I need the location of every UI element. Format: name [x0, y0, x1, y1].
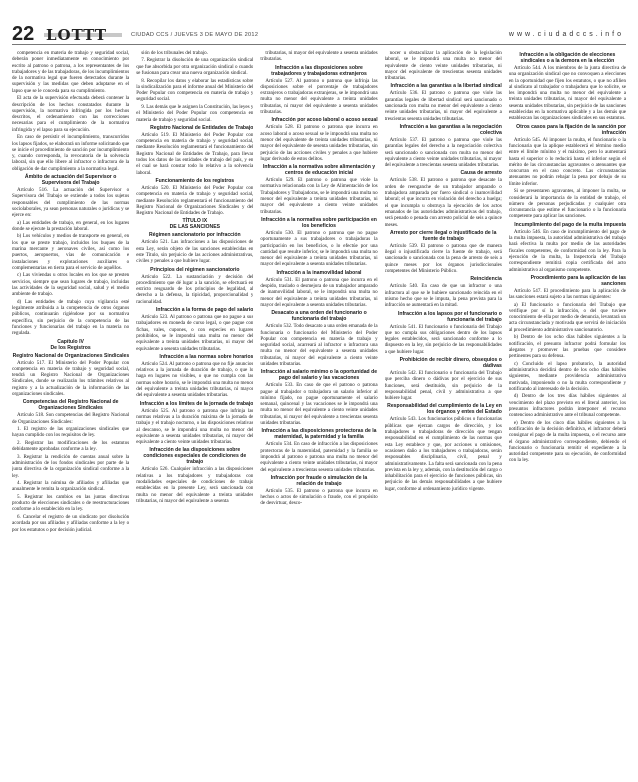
body-paragraph: Artículo 536. El patrono o patrona que viole las garantías legales de libertad sindical será sancionado o sancionada con multa no menor del equivalente a ciento veinte unidades tributarias, ni mayor del equivalente a trescientas sesenta unidades tributarias. [384, 90, 502, 122]
heading-text: Procedimiento para la aplicación de las sanciones [530, 274, 627, 287]
body-paragraph: Artículo 519. El Ministerio del Poder Popular con competencia en materia de trabajo y seguridad social, mediante Resolución reglamentará el funcionamiento del Registro Nacional de Entidades de Trabajo, para llevar todos los datos de las entidades de trabajo del país, y en el cual se hará constar todo lo relativo a la solvencia laboral. [136, 131, 254, 176]
lottt-logo: LOTTT [46, 26, 108, 44]
body-paragraph: Artículo 528. El patrono o patrona que incurra en acoso laboral o acoso sexual se le impondrá una multa no menor del equivalente de treinta unidades tributarias, ni mayor del equivalente de sesenta unidades tributarias, sin perjuicio de las acciones civiles y penales a que hubiere lugar derivado de estos delitos. [260, 124, 378, 162]
body-paragraph: d) Las entidades de trabajo cuya vigilancia esté legalmente atribuida a la competencia de otros órganos públicos, continuarán rigiéndose por su normativa específica, sin perjuicio de la competencia de las funciones y funcionarias del trabajo en la materia no regulada. [12, 298, 130, 337]
page-number: 22 [12, 23, 35, 45]
heading-text: Infracción a las garantías a la libertad sindical [390, 83, 502, 90]
heading-text: Infracción al salario mínimo o la oportunidad de pago del salario y las vacaciones [260, 369, 378, 382]
body-paragraph: Artículo 538. El patrono o patrona que desacate la orden de reenganche de un trabajador amparado o trabajadora amparada por fuero sindical o inamovilidad laboral; el que incurra en violación del derecho a huelga; el que incumpla u obstruya la ejecución de los actos emanados de las autoridades administrativas del trabajo, será penado o penada con arresto policial de seis a quince meses. [384, 177, 502, 228]
heading-text: Infracción a la forma de pago del salario [156, 307, 254, 314]
heading-text: Competencias del Registro Nacional de Organizaciones Sindicales [22, 399, 119, 412]
heading-text: Causa de arresto [460, 170, 502, 177]
website-url: www.ciudadccs.info [508, 31, 624, 38]
section-heading [509, 275, 626, 287]
body-paragraph: sión de los tribunales del trabajo. [141, 50, 208, 56]
body-paragraph: Artículo 542. El funcionario o funcionaria del Trabajo que perciba dinero o dádivas por el ejercicio de sus funciones, será destituido, sin perjuicio de la responsabilidad penal, civil y administrativa a que hubiere lugar. [384, 369, 502, 402]
body-paragraph: e) Dentro de los cinco días hábiles siguientes a la notificación de la decisión definitiva, el infractor deberá consignar el pago de la multa impuesta, o el recurso ante el órgano administrativo correspondiente, debiendo el funcionario o funcionaria remitir el expediente a la autoridad competente para su ejecución, de conformidad con la ley. [508, 419, 627, 464]
section-heading [136, 125, 253, 131]
body-paragraph: 1. El registro de las organizaciones sindicales que hayan cumplido con los requisitos de ley. [12, 426, 130, 439]
heading-text: Infracción a la normativa sobre participación en los beneficios [261, 216, 377, 229]
body-paragraph: Si se presentaren agravantes, al imponer la multa, se considerará la importancia de la entidad de trabajo, el número de personas perjudicadas y cualquier otra circunstancia que estime el funcionario o la funcionaria competente para aplicar las sanciones. [508, 188, 627, 220]
section-heading [136, 232, 253, 238]
body-paragraph: Artículo 517. El Ministerio del Poder Popular con competencia en materia de trabajo y seguridad social, tendrá un Registro Nacional de Organizaciones Sindicales, donde se realizarán los trámites relativos al registro y a la actualización de la información de las organizaciones sindicales. [12, 359, 130, 398]
section-heading [12, 399, 129, 411]
section-heading [385, 83, 502, 89]
section-heading [260, 164, 377, 176]
body-paragraph: Artículo 531. El patrono o patrona que incurra en el despido, traslado o desmejora de un trabajador amparado de inamovilidad laboral, se le impondrá una multa no menor del equivalente a treinta unidades tributarias, ni mayor del equivalente a sesenta unidades tributarias. [260, 276, 378, 308]
heading-text: Infracción por acoso laboral o acoso sexual [271, 117, 378, 124]
heading-text: Infracción de las disposiciones sobre condiciones especiales de condiciones de trabajo [143, 447, 247, 466]
heading-text: Infracción a la obligación de elecciones sindicales o a la demora en la elección [519, 52, 616, 64]
body-paragraph: tributarias, ni mayor del equivalente a sesenta unidades tributarias. [260, 50, 378, 63]
heading-text: Arresto por cierre ilegal o injustificado de la fuente de trabajo [389, 229, 497, 242]
body-paragraph: Artículo 545. Al imponer la multa, el funcionario o la funcionaria que la aplique establecerá el término medio entre el límite mínimo y el máximo, pero lo aumentará hasta el superior o lo reducirá hasta el inferior según el mérito de las circunstancias agravantes o atenuantes que concurran en el caso concreto. Las circunstancias atenuantes no podrán rebajar la pena por debajo de su límite inferior. [508, 136, 627, 187]
body-paragraph: a) Las entidades de trabajo, en general, en los lugares donde se ejecute la prestación laboral. [12, 219, 130, 232]
section-heading [12, 174, 129, 186]
section-heading [385, 403, 502, 415]
body-paragraph: Artículo 540. En caso de que un infractor o una infractora al que se le hubiere sancionado reincida en el mismo hecho que se le imputa, la pena prevista para la infracción se aumentará en la mitad. [384, 283, 502, 309]
body-paragraph: Artículo 524. Al patrono o patrona que no fije anuncios relativos a la jornada de duración de trabajo, o que lo haga en lugares no visibles, o que no cumpla con las normas sobre horario, se le impondrá una multa no menor del equivalente a treinta unidades tributarias, ni mayor del equivalente a sesenta unidades tributarias. [136, 360, 254, 399]
section-heading [136, 267, 253, 273]
heading-text: Ámbito de actuación del Supervisor o Supervisora del Trabajo [24, 174, 117, 187]
body-paragraph: En caso de persistir el incumplimiento, transcurridos los lapsos fijados, se elaborará un informe solicitando que se inicie el procedimiento de sanción por incumplimiento y, cuando corresponda, la revocatoria de la solvencia laboral, sin que ello libere al infractor o infractora de la obligación de dar cumplimiento a la normativa legal. [12, 134, 130, 172]
body-paragraph: Artículo 529. El patrono o patrona que viole la normativa relacionada con la Ley de Alimentación de los Trabajadores y Trabajadoras, se le impondrá una multa no menor del equivalente a treinta unidades tributarias, ni mayor del equivalente a ciento veinte unidades tributarias. [260, 177, 378, 215]
text-column-2 [136, 50, 253, 776]
section-heading [136, 178, 253, 184]
section-heading [509, 222, 626, 228]
section-heading [136, 218, 253, 230]
body-paragraph: 6. Cancelar el registro de un sindicato por disolución acordada por sus afiliados y afiliadas conforme a la ley o por los estatutos o por decisión judicial. [12, 513, 130, 533]
heading-text: Otros casos para la fijación de la sanción por infracción [516, 123, 627, 136]
body-paragraph: Artículo 546. En caso de incumplimiento del pago de la multa impuesta, la autoridad administrativa del trabajo hará efectiva la multa por medio de las autoridades fiscales competentes, de conformidad con la ley. Para la ejecución de la multa, la Inspectoría del Trabajo correspondiente remitirá copia certificada del acto administrativo al organismo competente. [508, 228, 627, 273]
body-paragraph: Artículo 527. Al patrono o patrona que infrinja las disposiciones sobre el porcentaje de trabajadores extranjeros o trabajadoras extranjeras, se le impondrá una multa no menor del equivalente a treinta unidades tributarias, ni mayor del equivalente a sesenta unidades tributarias. [260, 77, 378, 116]
body-paragraph: Artículo 535. El patrono o patrona que incurra en hechos o actos de simulación o fraude, con el propósito de desvirtuar, desco- [260, 487, 378, 507]
section-heading [136, 307, 253, 313]
section-heading [136, 447, 253, 465]
heading-text: Prohibición de recibir dinero, obsequios o dádivas [399, 356, 502, 369]
heading-text: Infracción a las garantías a la negociación colectiva [399, 123, 502, 136]
body-paragraph: 2. Registrar las modificaciones de los estatutos debidamente aprobadas conforme a la ley. [12, 439, 130, 453]
text-column-1 [12, 50, 129, 776]
body-paragraph: Artículo 534. En caso de infracción a las disposiciones protectoras de la maternidad, paternidad y la familia se impondrá al patrono o patrona una multa no menor del equivalente a ciento veinte unidades tributarias, ni mayor del equivalente a trescientas sesenta unidades tributarias. [260, 441, 378, 473]
heading-text: Infracción por fraude o simulación de la relación de trabajo [270, 474, 368, 487]
section-heading [385, 124, 502, 136]
text-column-5 [509, 50, 626, 776]
section-heading [136, 354, 253, 360]
body-paragraph: Artículo 521. Las infracciones a las disposiciones de esta Ley, serán objeto de las sanciones establecidas en este Título, sin perjuicio de las acciones administrativas, civiles y penales a que hubiere lugar. [136, 239, 254, 265]
heading-text: TÍTULO IX [182, 218, 208, 225]
body-paragraph: 7. Registrar la disolución de una organización sindical que fue absorbida por otra organización sindical o cuando se fusionan para crear una nueva organización sindical. [136, 57, 254, 77]
body-paragraph: b) Los vehículos y medios de transporte en general, en los que se preste trabajo, incluidos los buques de la marina mercante y aeronaves civiles, así como los puertos, aeropuertos, vías de comunicación e instalaciones y explotaciones auxiliares o complementarias en tierra para el servicio de aquéllos. [12, 233, 130, 271]
section-heading [260, 270, 377, 276]
body-paragraph: nocer u obstaculizar la aplicación de la legislación laboral, se le impondrá una multa no menor del equivalente de ciento veinte unidades tributarias, ni mayor del equivalente de trescientas sesenta unidades tributarias. [384, 50, 502, 82]
heading-text: Infracción a las normas sobre horarios [159, 353, 254, 360]
body-paragraph: Artículo 539. El patrono o patrona que de manera ilegal o injustificada cierre la fuente de trabajo, será sancionado o sancionada con la pena de arresto de seis a quince meses por los órganos jurisdiccionales competentes del Ministerio Público. [384, 242, 502, 275]
article-columns [12, 50, 626, 776]
heading-text: Desacato a una orden del funcionario o funcionaria del trabajo [271, 310, 367, 323]
heading-text: Infracción a las disposiciones protectoras de la maternidad, la paternidad y la familia [261, 428, 377, 441]
body-paragraph: Artículo 525. Al patrono o patrona que infrinja las normas relativas a la duración máxima de la jornada de trabajo y el trabajo nocturno, o las disposiciones relativas al descanso, se le impondrá una multa no menor del equivalente a sesenta unidades tributarias, ni mayor del equivalente a ciento veinte unidades tributarias. [136, 407, 254, 446]
section-heading [260, 217, 377, 229]
section-heading [260, 117, 377, 123]
heading-text: Registro Nacional de Organizaciones Sindicales [12, 352, 130, 359]
heading-subtitle: De los Registros [50, 344, 91, 351]
body-paragraph: Artículo 530. El patrono o patrona que no pague oportunamente a sus trabajadores o trabajadoras la participación en los beneficios, o lo efectúe por una cantidad que resulte inferior, se le impondrá una multa no menor del equivalente a treinta unidades tributarias, ni mayor del equivalente a sesenta unidades tributarias. [260, 229, 378, 268]
text-column-3 [260, 50, 377, 776]
heading-text: Responsabilidad del cumplimiento de la Ley en los órganos y entes del Estado [387, 403, 502, 416]
section-heading [260, 475, 377, 487]
section-heading [12, 353, 129, 359]
body-paragraph: 5. Registrar los cambios en las juntas directivas producto de elecciones sindicales o de reestructuraciones conforme a lo establecido en la ley. [12, 493, 130, 513]
body-paragraph: 9. Las demás que le asignen la Constitución, las leyes y el Ministerio del Poder Popular con competencia en materia de trabajo y seguridad social. [136, 103, 254, 123]
heading-subtitle: DE LAS SANCIONES [169, 224, 220, 231]
heading-text: Infracción a las disposiciones sobre trabajadores y trabajadoras extranjeros [271, 64, 367, 77]
section-heading [385, 311, 502, 323]
heading-text: Incumplimiento del pago de la multa impuesta [514, 221, 627, 228]
body-paragraph: Artículo 526. Cualquier infracción a las disposiciones relativas a los trabajadores y trabajadoras con modalidades especiales de condiciones de trabajo establecidas en la presente Ley, será sancionada con multa no menor del equivalente a treinta unidades tributarias, ni mayor del equivalente a sesenta [136, 466, 254, 504]
heading-text: Infracción a los lapsos por el funcionario o funcionaria del trabajo [397, 310, 502, 323]
section-heading [260, 369, 377, 381]
heading-text: Infracción a la normativa sobre alimentación y centros de educación inicial [262, 164, 376, 177]
body-paragraph: Artículo 541. El funcionario o funcionaria del Trabajo que no cumpla sus obligaciones dentro de los lapsos legales establecidos, será sancionado conforme a lo dispuesto en la ley, sin perjuicio de las responsabilidades a que hubiere lugar. [384, 323, 502, 355]
heading-text: Registro Nacional de Entidades de Trabajo [150, 124, 254, 131]
text-column-4 [385, 50, 502, 776]
body-paragraph: Artículo 543. Los funcionarios públicos o funcionarias públicas que ejerzan cargos de dirección, y los trabajadores o trabajadoras de dirección que tengan responsabilidad en el cumplimiento de las normas que esta Ley establece y que, por acciones u omisiones, ocasionen daño a los trabajadores o trabajadoras, serán responsables disciplinaria, civil, penal y administrativamente. La falta será sancionada con la pena prevista en la ley y, además, con la destitución del cargo o inhabilitación para el ejercicio de funciones públicas, sin perjuicio de las demás responsabilidades a que hubiere lugar, conforme al ordenamiento jurídico vigente. [384, 416, 502, 492]
body-paragraph: Artículo 533. En caso de que el patrono o patrona pague al trabajador o trabajadora un salario inferior al mínimo fijado, no pague oportunamente el salario semanal, quincenal y las vacaciones se le impondrá una multa no menor del equivalente a ciento veinte unidades tributarias, ni mayor del equivalente a trescientas sesenta unidades tributarias. [260, 382, 378, 427]
body-paragraph: Artículo 522. La sustanciación y decisión del procedimiento que dé lugar a la sanción, se efectuará en estricto resguardo de los principios de legalidad, al derecho a la defensa, la tipicidad, proporcionalidad y racionalidad. [136, 273, 254, 305]
heading-text: Infracción a los límites de la jornada de trabajo [139, 400, 254, 407]
body-paragraph: Artículo 516. La actuación del Supervisor o Supervisora del Trabajo se extiende a todos los sujetos responsables del cumplimiento de las normas sociolaborales, ya sean personas naturales o jurídicas y se ejerce en: [12, 187, 130, 219]
body-paragraph: 8. Recopilar los datos y elaborar las estadísticas sobre la sindicalización para el informe anual del Ministerio del Poder Popular con competencia en materia de trabajo y seguridad social. [136, 77, 254, 103]
heading-text: Principios del régimen sancionatorio [150, 266, 240, 273]
body-paragraph: a) El funcionario o funcionaria del Trabajo que verifique por sí la infracción, o del que tuviere conocimiento de ella por medio de denuncia, levantará un acta circunstanciada y motivada que servirá de iniciación al procedimiento administrativo sancionatorio. [508, 301, 627, 333]
body-paragraph: Artículo 532. Todo desacato a una orden emanada de la funcionaria o funcionario del Ministerio del Poder Popular con competencia en materia de trabajo y seguridad social, acarreará al infractor o infractora una multa no menor del equivalente a sesenta unidades tributarias, ni mayor del equivalente a ciento veinte unidades tributarias. [260, 323, 378, 367]
section-heading [385, 276, 502, 282]
page-header [0, 0, 638, 46]
header-rule [12, 44, 626, 45]
section-heading [509, 124, 626, 136]
section-heading [260, 65, 377, 77]
heading-text: Funcionamiento de los registros [155, 177, 235, 184]
body-paragraph: c) Concluido el lapso probatorio, la autoridad administrativa decidirá dentro de los ocho días hábiles siguientes, mediante providencia administrativa motivada, imponiendo o no la multa correspondiente y notificando al interesado de la decisión. [508, 360, 627, 392]
section-heading [385, 230, 502, 242]
section-heading [12, 339, 129, 351]
body-paragraph: El acta de la supervisión efectuada deberá contener la descripción de los hechos constatados durante la supervisión, la normativa infringida por los hechos descritos, el ordenamiento con las correcciones necesarias para el cumplimiento de la normativa infringida y el lapso para su ejecución. [12, 95, 130, 133]
body-paragraph: 4. Registrar la nómina de afiliados y afiliadas que anualmente le remita la organización sindical. [12, 480, 130, 493]
body-paragraph: Artículo 518. Son competencias del Registro Nacional de Organizaciones Sindicales: [12, 412, 130, 425]
dateline: CIUDAD CCS / JUEVES 3 DE MAYO DE 2012 [131, 32, 259, 38]
body-paragraph: d) Dentro de los tres días hábiles siguientes al vencimiento del plazo previsto en el literal anterior, los presuntos infractores podrán interponer el recurso contencioso administrativo ante el tribunal competente. [508, 393, 627, 419]
heading-text: Infracción a la inamovilidad laboral [276, 269, 362, 276]
body-paragraph: 3. Registrar la rendición de cuentas anual sobre la administración de los fondos sindicales por parte de la junta directiva de la organización sindical conforme a la ley. [12, 453, 130, 479]
body-paragraph: Artículo 523. Al patrono o patrona que no pague a sus trabajadores en moneda de curso legal, o que pague con fichas, vales, cupones, o con especies en lugares prohibidos, se le impondrá una multa no menor del equivalente a treinta unidades tributarias, ni mayor del equivalente a sesenta unidades tributarias. [136, 314, 254, 352]
section-heading [509, 52, 626, 64]
heading-text: Reincidencia [470, 276, 502, 283]
section-heading [385, 170, 502, 176]
body-paragraph: Artículo 537. El patrono o patrona que viole las garantías legales del derecho a la negociación colectiva será sancionado o sancionada con multa no menor del equivalente a ciento veinte unidades tributarias, ni mayor del equivalente a trescientas sesenta unidades tributarias. [384, 136, 502, 169]
section-heading [136, 401, 253, 407]
body-paragraph: b) Dentro de los ocho días hábiles siguientes a la notificación, el presunto infractor podrá formular los alegatos y promover las pruebas que considere pertinentes para su defensa. [508, 334, 627, 360]
heading-text: Régimen sancionatorio por infracción [148, 232, 241, 239]
body-paragraph: c) Las viviendas u otros locales en los que se presten servicios, siempre que sean lugares de trabajo, incluidas las actividades de la seguridad social, salud y el medio ambiente de trabajo. [12, 272, 130, 298]
body-paragraph: Artículo 547. El procedimiento para la aplicación de las sanciones estará sujeto a las normas siguientes: [508, 287, 627, 301]
section-heading [260, 310, 377, 322]
body-paragraph: competencia en materia de trabajo y seguridad social, deberán poner inmediatamente en conocimiento por escrito al patrono o patrona, a los representantes de los trabajadores y de las trabajadoras, de los incumplimientos de la normativa legal que fueren detectados durante la supervisión y las medidas que deben adoptarse en el lapso que se le conceda para su cumplimiento. [12, 50, 130, 94]
body-paragraph: Artículo 544. A los miembros de la junta directiva de una organización sindical que no convoquen a elecciones en la oportunidad que fijen los estatutos, o que no afilien al sindicato al trabajador o trabajadora que lo solicite, se les impondrá una multa no menor del equivalente a treinta unidades tributarias, ni mayor del equivalente a sesenta unidades tributarias, sin perjuicio de las sanciones establecidas en la normativa aplicable y a las demás que establezcan las organizaciones sindicales en sus estatutos. [508, 65, 627, 122]
section-heading [385, 357, 502, 369]
body-paragraph: Artículo 520. El Ministerio del Poder Popular con competencia en materia de trabajo y seguridad social, mediante Resolución reglamentará el funcionamiento del Registro Nacional de Organizaciones Sindicales y del Registro Nacional de Entidades de Trabajo. [136, 184, 254, 217]
section-heading [260, 428, 377, 440]
heading-text: Capítulo IV [57, 338, 84, 345]
